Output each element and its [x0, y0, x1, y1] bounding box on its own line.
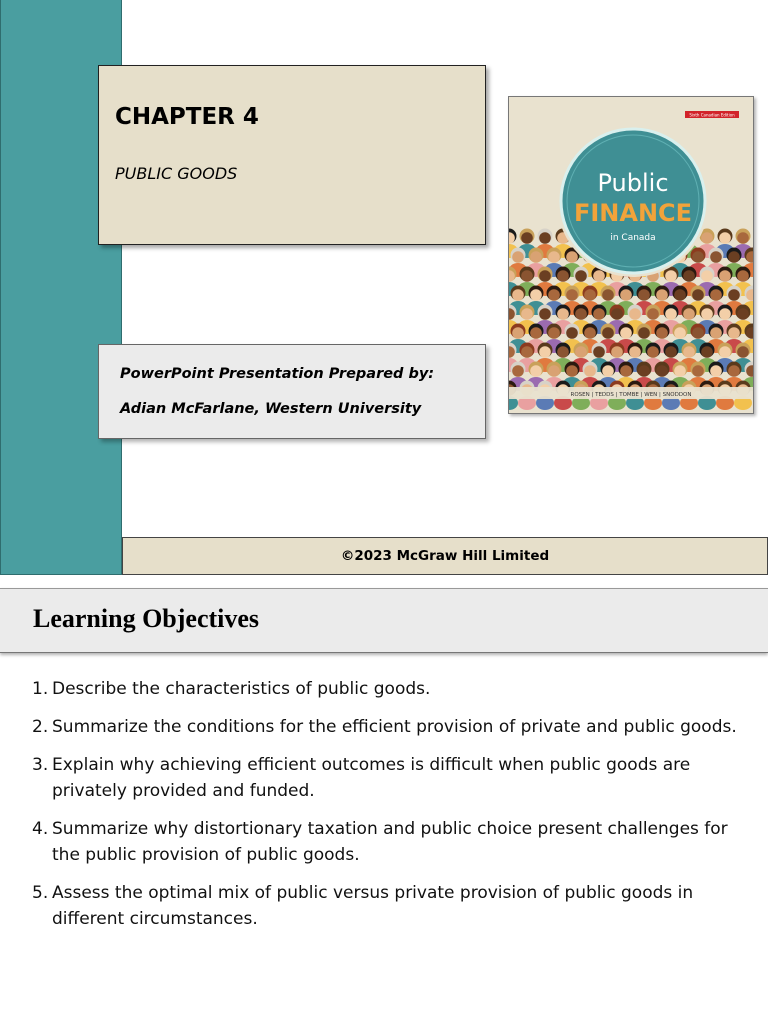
- objectives-list: [32, 676, 752, 944]
- prepared-by-name: Adian McFarlane, Western University: [120, 401, 422, 417]
- objective-number: 5.: [32, 883, 49, 903]
- objective-item: [32, 816, 752, 868]
- objective-number: 2.: [32, 717, 49, 737]
- copyright-band: [122, 537, 768, 575]
- copyright-text: ©2023 McGraw Hill Limited: [340, 548, 550, 564]
- objective-text: Describe the characteristics of public goods.: [52, 679, 431, 699]
- objective-item: [32, 752, 752, 804]
- objective-number: 1.: [32, 679, 49, 699]
- objective-item: [32, 714, 752, 740]
- prepared-by-box: [98, 344, 486, 439]
- objective-item: [32, 676, 752, 702]
- book-cover-image: [508, 96, 754, 414]
- objective-number: 3.: [32, 755, 49, 775]
- learning-objectives-title: Learning Objectives: [33, 604, 260, 633]
- objective-item: [32, 880, 752, 932]
- cover-title-finance: FINANCE: [573, 199, 693, 227]
- cover-badge: Sixth Canadian Edition: [689, 112, 735, 118]
- cover-title-public: Public: [597, 169, 669, 197]
- chapter-box: [98, 65, 486, 245]
- chapter-title: CHAPTER 4: [115, 104, 259, 130]
- objective-text: Summarize why distortionary taxation and public choice present challenges for the public provision of public goods.: [52, 819, 728, 865]
- chapter-subtitle: PUBLIC GOODS: [115, 164, 238, 183]
- objective-text: Explain why achieving efficient outcomes is difficult when public goods are privately provided and funded.: [52, 755, 691, 801]
- objective-number: 4.: [32, 819, 49, 839]
- cover-authors: ROSEN | TEDDS | TOMBE | WEN | SNODDON: [570, 392, 692, 398]
- objective-text: Assess the optimal mix of public versus private provision of public goods in different circumstances.: [52, 883, 694, 929]
- objective-text: Summarize the conditions for the efficient provision of private and public goods.: [52, 717, 737, 737]
- learning-objectives-header: [0, 588, 768, 653]
- prepared-by-label: PowerPoint Presentation Prepared by:: [120, 366, 435, 382]
- cover-title-canada: in Canada: [610, 233, 656, 243]
